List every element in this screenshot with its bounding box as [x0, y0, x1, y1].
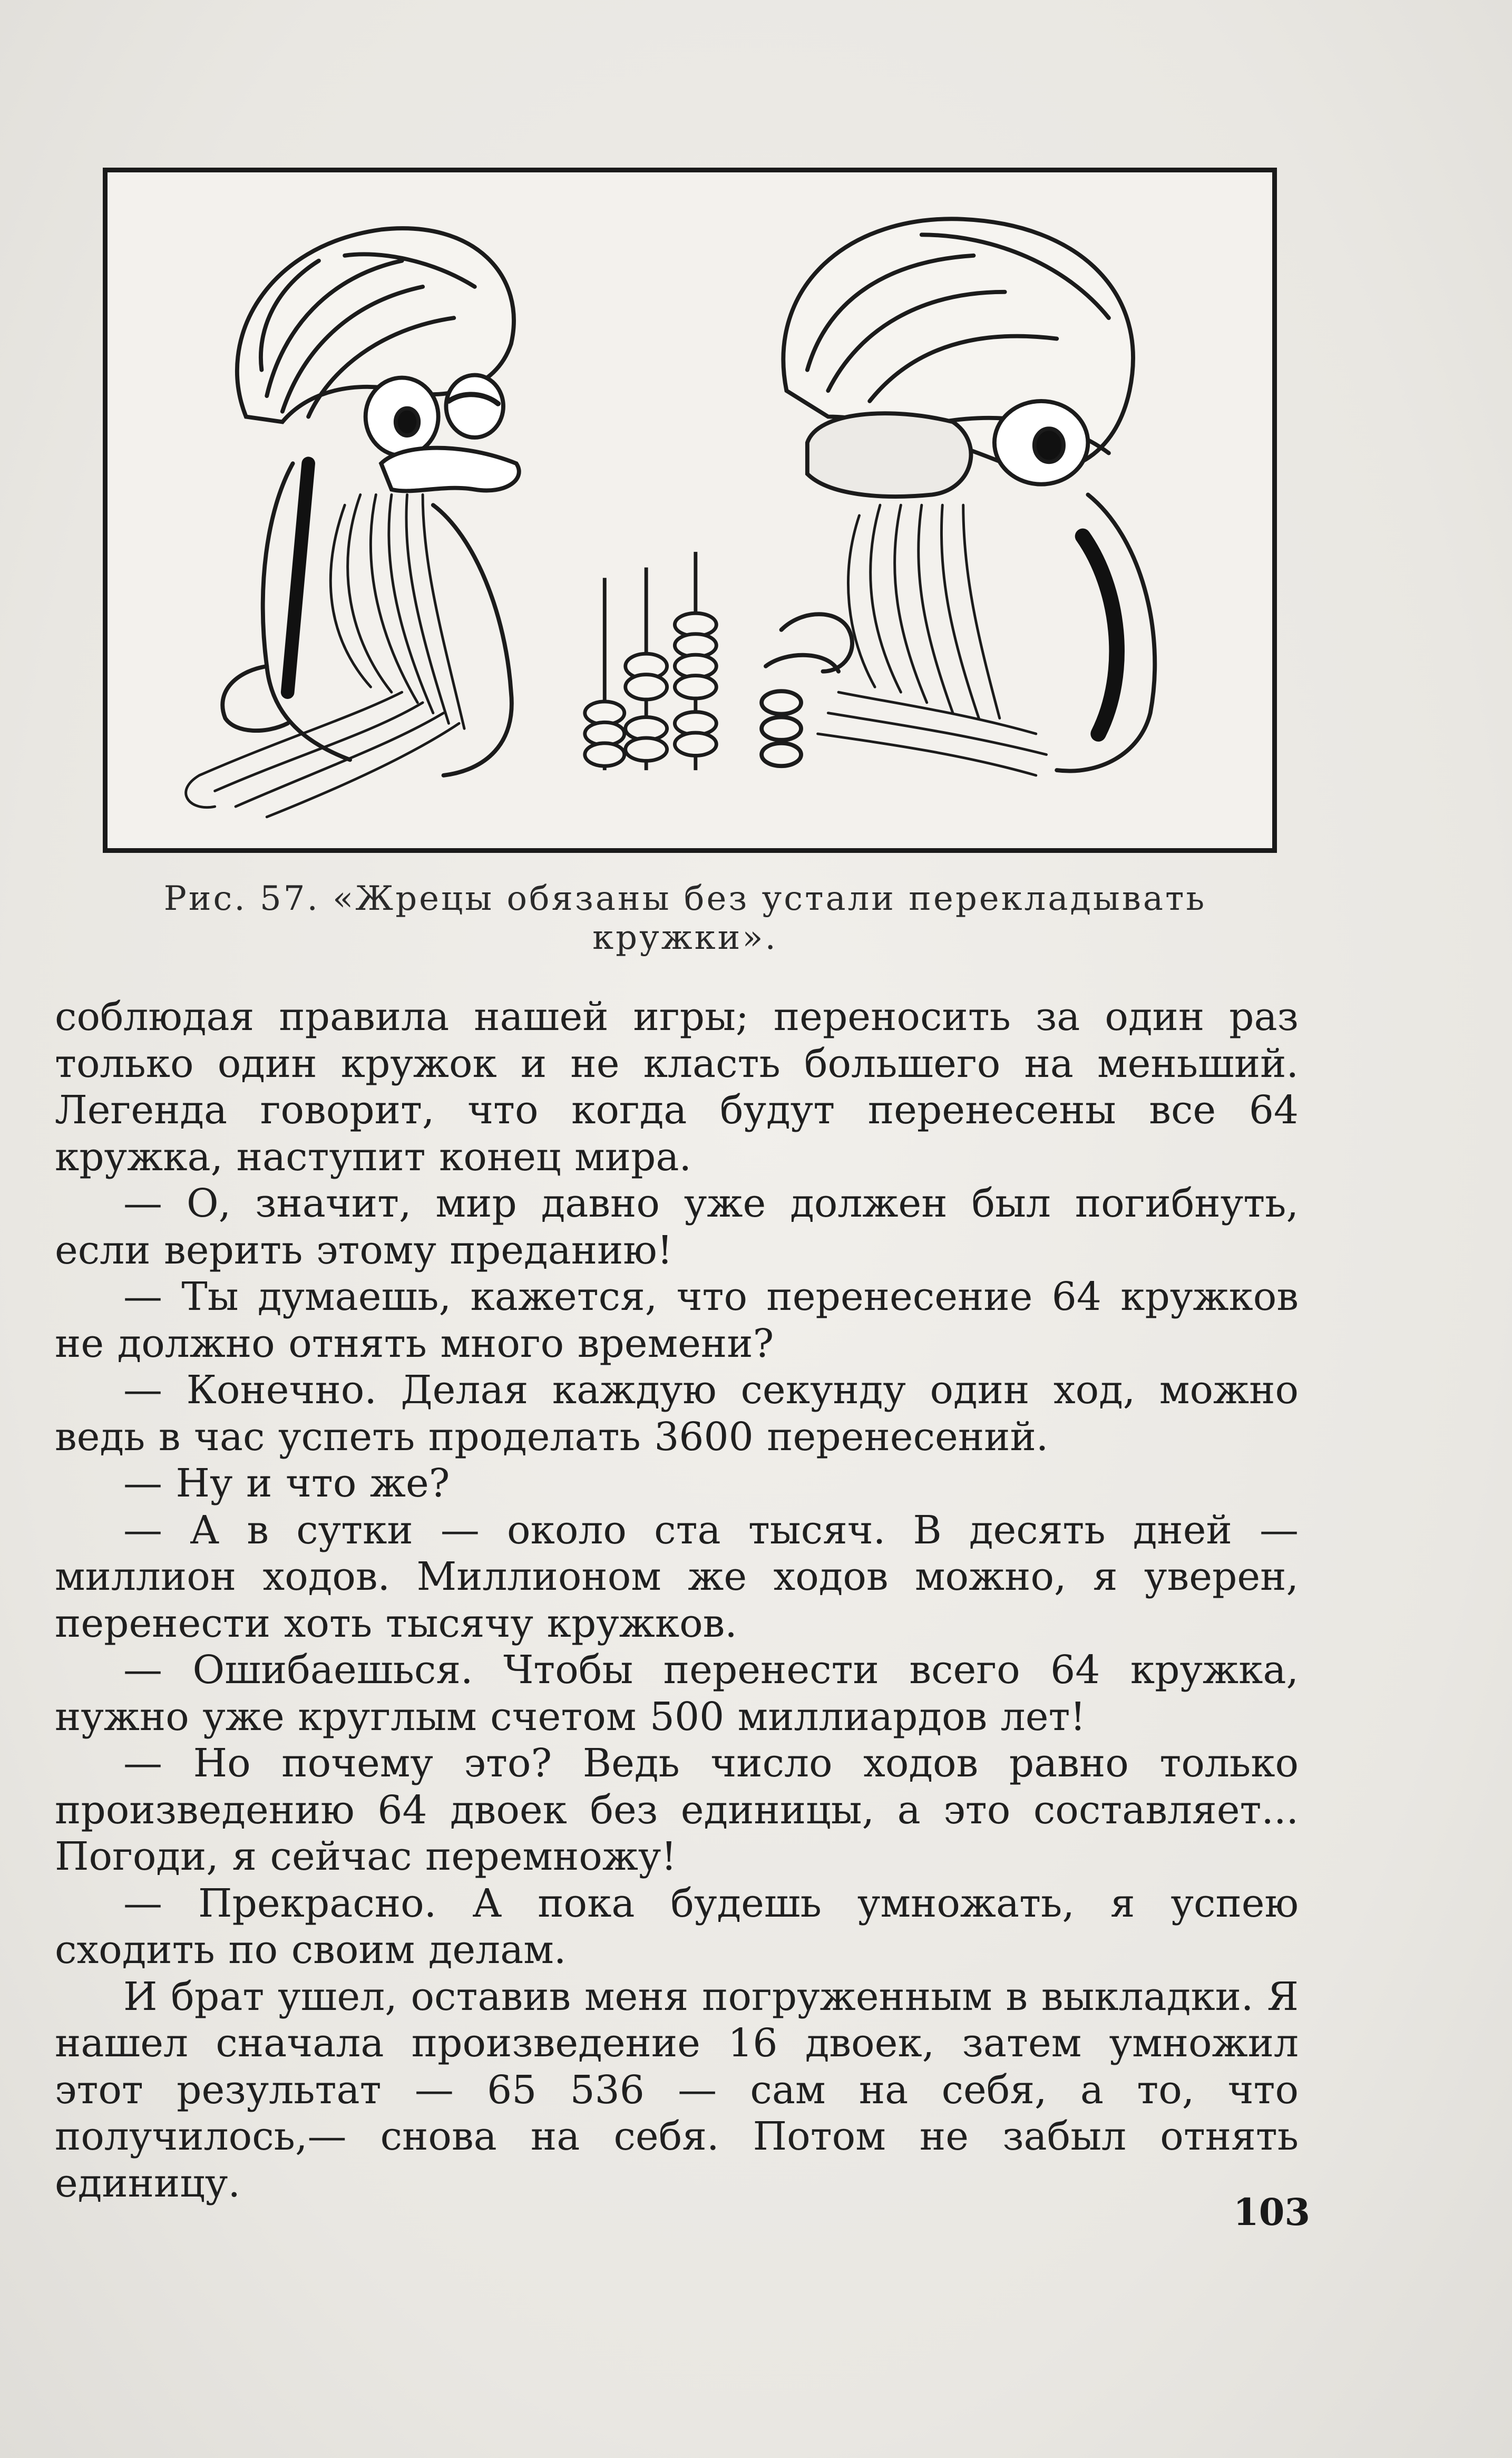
paragraph: И брат ушел, оставив меня погруженным в выкладки. Я нашел сначала произведение 16 двоек, затем умножил этот результат — 65 536 — сам на себя, а то, что получилось,— снова на себя. Потом не забыл отнять единицу.: [55, 1974, 1299, 2206]
paragraph: — О, значит, мир давно уже должен был погибнуть, если верить этому преданию!: [55, 1181, 1299, 1273]
left-priest-drawing: [186, 228, 519, 817]
abacus-drawing: [585, 552, 716, 770]
paragraph: — Но почему это? Ведь число ходов равно только произведению 64 двоек без единицы, а это составляет... Погоди, я сейчас перемножу!: [55, 1741, 1299, 1879]
paragraph: — Ну и что же?: [123, 1461, 450, 1506]
figure-caption: Рис. 57. «Жрецы обязаны без устали перекладывать кружки».: [163, 879, 1207, 957]
right-priest-drawing: [762, 219, 1155, 775]
page-number: 103: [1233, 2190, 1311, 2234]
paragraph: — Ты думаешь, кажется, что перенесение 64 кружков не должно отнять много времени?: [55, 1274, 1299, 1366]
paragraph: — Ошибаешься. Чтобы перенести всего 64 кружка, нужно уже круглым счетом 500 миллиардов лет!: [55, 1647, 1299, 1740]
paragraph: — А в сутки — около ста тысяч. В десять дней — миллион ходов. Миллионом же ходов можно, я уверен, перенести хоть тысячу кружков.: [55, 1507, 1299, 1646]
paragraph: — Конечно. Делая каждую секунду один ход, можно ведь в час успеть проделать 3600 перенесений.: [55, 1367, 1299, 1460]
figure-illustration: [103, 168, 1277, 853]
paragraph: соблюдая правила нашей игры; переносить за один раз только один кружок и не класть большего на меньший. Легенда говорит, что когда будут перенесены все 64 кружка, наступит конец мира.: [55, 994, 1299, 1180]
paragraph: — Прекрасно. А пока будешь умножать, я успею сходить по своим делам.: [55, 1880, 1299, 1973]
priests-illustration: [108, 172, 1272, 848]
body-text: [55, 994, 1299, 2207]
